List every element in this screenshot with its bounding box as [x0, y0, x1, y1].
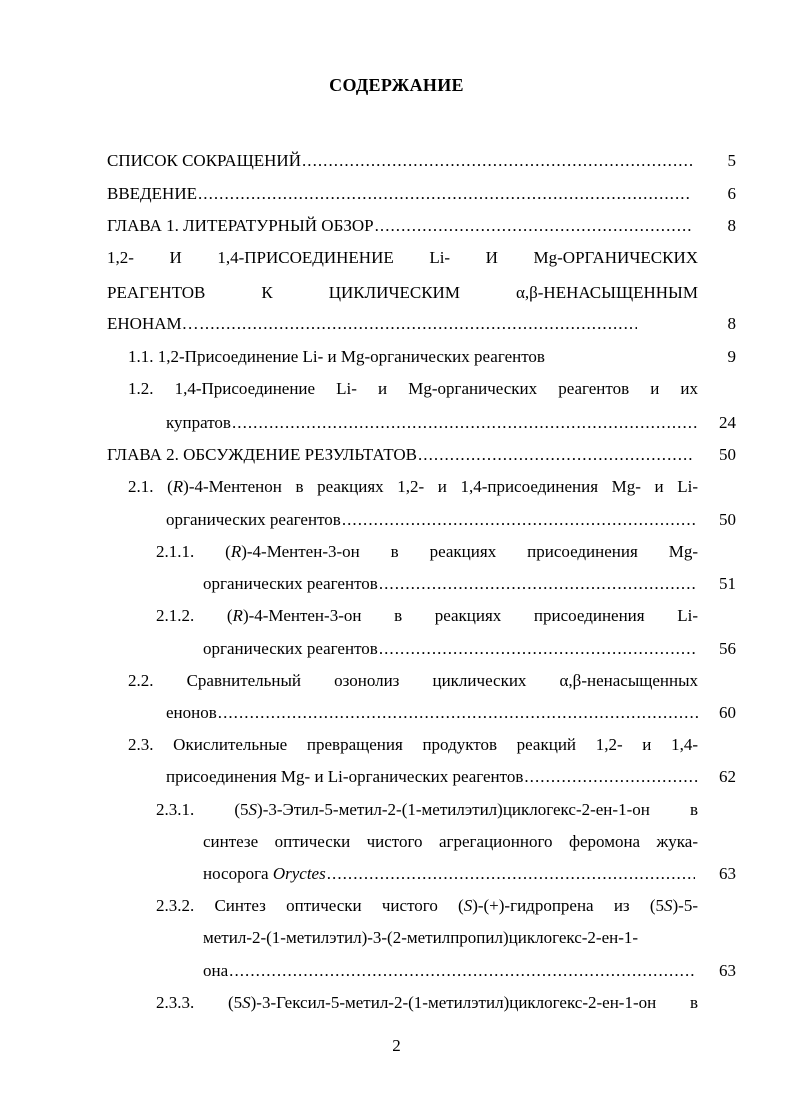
toc-entry-addition-line-2[interactable]: РЕАГЕНТОВ К ЦИКЛИЧЕСКИМ α,β-НЕНАСЫЩЕННЫМ [107, 283, 698, 302]
toc-entry-introduction[interactable]: ВВЕДЕНИЕ . . . [107, 181, 692, 207]
toc-page-number: 8 [727, 216, 736, 235]
toc-entry-2-3-1-line-1[interactable]: 2.3.1. (5S)-3-Этил-5-метил-2-(1-метилэтил)циклогекс-2-ен-1-он в [156, 800, 698, 819]
toc-entry-2-2-line-1[interactable]: 2.2. Сравнительный озонолиз циклических α,β-ненасыщенных [128, 671, 698, 690]
toc-entry-1-2-line-1[interactable]: 1.2. 1,4-Присоединение Li- и Mg-органических реагентов и их [128, 379, 698, 398]
toc-entry-2-1-1-line-1[interactable]: 2.1.1. (R)-4-Ментен-3-он в реакциях присоединения Mg- [156, 542, 698, 561]
toc-page-number: 60 [719, 703, 736, 722]
toc-page-number: 50 [719, 510, 736, 529]
toc-page-number: 63 [719, 864, 736, 883]
toc-entry-chapter-2[interactable]: ГЛАВА 2. ОБСУЖДЕНИЕ РЕЗУЛЬТАТОВ . . . [107, 442, 692, 468]
toc-entry-2-3-2-line-2[interactable]: метил-2-(1-метилэтил)-3-(2-метилпропил)циклогекс-2-ен-1- [203, 928, 639, 947]
toc-page-number: 6 [727, 184, 736, 203]
toc-entry-abbreviations[interactable]: СПИСОК СОКРАЩЕНИЙ . . . [107, 148, 692, 174]
toc-page-number: 63 [719, 961, 736, 980]
toc-entry-2-3-2-line-1[interactable]: 2.3.2. Синтез оптически чистого (S)-(+)-гидропрена из (5S)-5- [156, 896, 698, 915]
page-title: СОДЕРЖАНИЕ [329, 75, 464, 95]
toc-entry-2-1-1-line-2[interactable]: органических реагентов . . . [203, 571, 698, 597]
toc-page-number: 9 [727, 347, 736, 366]
toc-entry-chapter-1[interactable]: ГЛАВА 1. ЛИТЕРАТУРНЫЙ ОБЗОР . . . [107, 213, 692, 239]
page-number: 2 [392, 1036, 401, 1055]
toc-entry-2-1-line-2[interactable]: органических реагентов . . . [166, 507, 698, 533]
toc-entry-1-2-line-2[interactable]: купратов . . . [166, 410, 698, 436]
toc-page-number: 56 [719, 639, 736, 658]
toc-entry-2-3-line-2[interactable]: присоединения Mg- и Li-органических реагентов . . . [166, 764, 698, 790]
toc-entry-2-3-1-line-3[interactable]: носорога Oryctes . . . [203, 861, 695, 887]
toc-entry-2-1-2-line-1[interactable]: 2.1.2. (R)-4-Ментен-3-он в реакциях присоединения Li- [156, 606, 698, 625]
toc-entry-addition-line-1[interactable]: 1,2- И 1,4-ПРИСОЕДИНЕНИЕ Li- И Mg-ОРГАНИЧЕСКИХ [107, 248, 698, 267]
toc-entry-addition-line-3[interactable]: ЕНОНАМ… . . . [107, 311, 637, 337]
toc-entry-2-1-2-line-2[interactable]: органических реагентов . . . [203, 636, 698, 662]
toc-entry-2-3-2-line-3[interactable]: она . . . [203, 958, 695, 984]
toc-entry-2-1-line-1[interactable]: 2.1. (R)-4-Ментенон в реакциях 1,2- и 1,4-присоединения Mg- и Li- [128, 477, 698, 496]
toc-entry-2-3-line-1[interactable]: 2.3. Окислительные превращения продуктов реакций 1,2- и 1,4- [128, 735, 698, 754]
toc-page-number: 24 [719, 413, 736, 432]
toc-page-number: 51 [719, 574, 736, 593]
toc-entry-1-1[interactable]: 1.1. 1,2-Присоединение Li- и Mg-органических реагентов [128, 347, 545, 366]
toc-entry-2-3-1-line-2[interactable]: синтезе оптически чистого агрегационного феромона жука- [203, 832, 698, 851]
toc-entry-2-3-3-line-1[interactable]: 2.3.3. (5S)-3-Гексил-5-метил-2-(1-метилэтил)циклогекс-2-ен-1-он в [156, 993, 698, 1012]
toc-page-number: 5 [727, 151, 736, 170]
toc-page-number: 62 [719, 767, 736, 786]
toc-page-number: 8 [727, 314, 736, 333]
toc-entry-2-2-line-2[interactable]: енонов . . . [166, 700, 698, 726]
toc-page-number: 50 [719, 445, 736, 464]
